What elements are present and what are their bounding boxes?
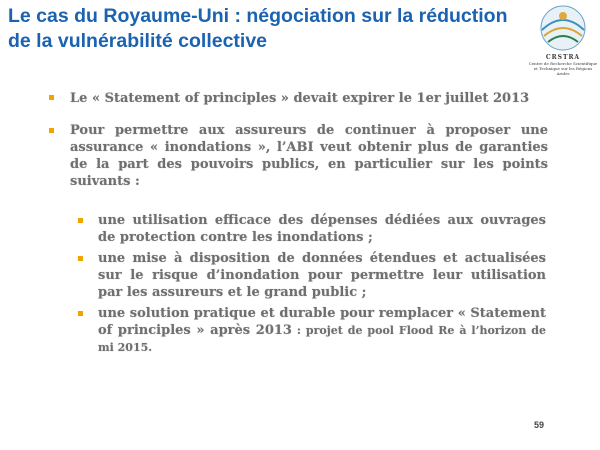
logo-abbreviation: CRSTRA bbox=[545, 54, 581, 61]
sub-bullet-item bbox=[98, 305, 546, 356]
sub-bullet-square-icon bbox=[78, 256, 83, 261]
sub-bullet-square-icon bbox=[78, 311, 83, 316]
sub-bullet-square-icon bbox=[78, 218, 83, 223]
page-number: 59 bbox=[534, 420, 545, 430]
logo-full-name: Centre de Recherche Scientifique et Technique sur les Régions Arides bbox=[528, 61, 598, 76]
slide-title: Le cas du Royaume-Uni : négociation sur la réduction de la vulnérabilité collective bbox=[8, 5, 508, 52]
bullet-square-icon bbox=[49, 128, 54, 133]
bullet-square-icon bbox=[49, 95, 54, 100]
sub-bullet-item: une utilisation efficace des dépenses dédiées aux ouvrages de protection contre les inondations ; bbox=[98, 213, 546, 245]
sub-bullet-suffix-text: : projet de pool Flood Re à l’horizon de mi 2015. bbox=[98, 324, 546, 354]
bullet-item: Le « Statement of principles » devait expirer le 1er juillet 2013 bbox=[70, 91, 530, 106]
sub-bullet-main-text: une solution pratique et durable pour remplacer « Statement of principles » après 2013 bbox=[98, 306, 546, 338]
bullet-item: Pour permettre aux assureurs de continuer à proposer une assurance « inondations », l’ABI veut obtenir plus de garanties de la part des pouvoirs publics, en particulier sur les points suivants : bbox=[70, 123, 548, 189]
sub-bullet-item: une mise à disposition de données étendues et actualisées sur le risque d’inondation pour permettre leur utilisation par les assureurs et le grand public ; bbox=[98, 251, 546, 300]
